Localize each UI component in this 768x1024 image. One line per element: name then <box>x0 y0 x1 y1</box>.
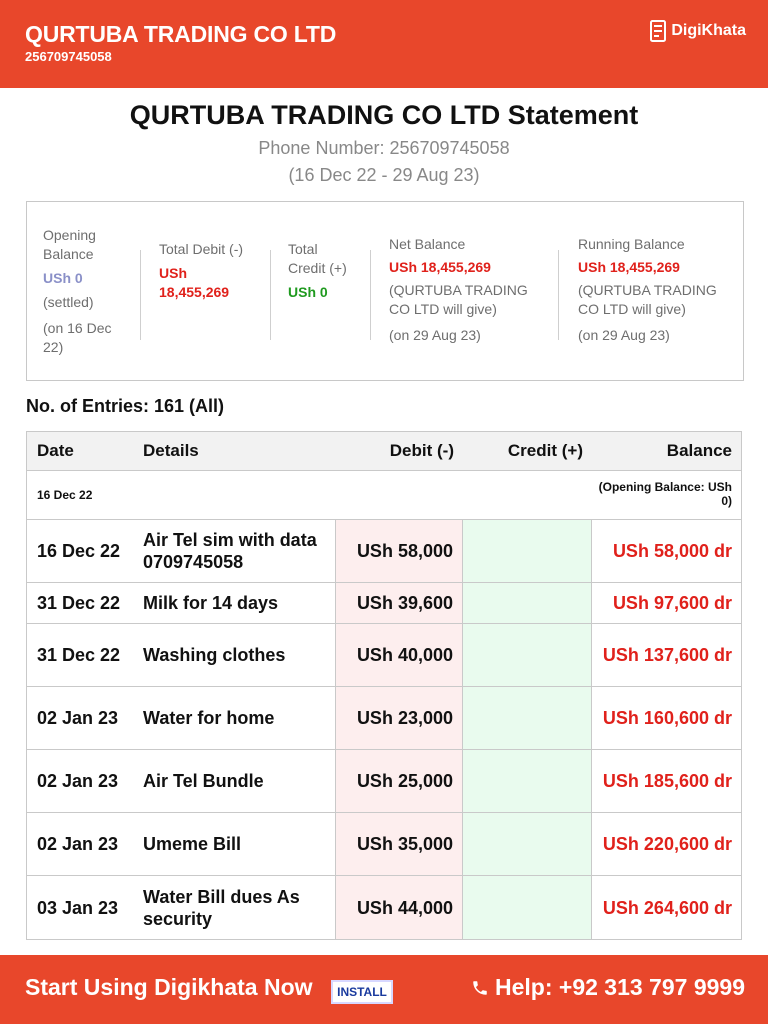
opening-balance-row <box>27 471 741 520</box>
phone-icon <box>471 979 489 997</box>
summary-divider <box>270 250 271 340</box>
top-bar <box>0 0 768 88</box>
statement-date-range: (16 Dec 22 - 29 Aug 23) <box>288 165 480 185</box>
digikhata-logo-icon <box>650 20 666 42</box>
table-row <box>27 624 741 687</box>
row-debit: USh 44,000 <box>335 876 463 939</box>
footer-cta[interactable]: Start Using Digikhata Now <box>25 974 313 1000</box>
row-date: 31 Dec 22 <box>37 645 121 665</box>
row-date: 02 Jan 23 <box>37 771 119 791</box>
header-date: Date <box>37 441 74 460</box>
opening-balance-block <box>43 226 143 357</box>
net-balance-note-2: CO LTD will give) <box>389 301 497 317</box>
opening-balance-status: (settled) <box>43 294 94 310</box>
opening-balance-label-2: Balance <box>43 246 94 262</box>
opening-row-balance-1: (Opening Balance: USh <box>598 480 732 494</box>
opening-row-date: 16 Dec 22 <box>37 488 93 502</box>
install-button[interactable]: INSTALL <box>331 980 393 1004</box>
opening-row-balance-2: 0) <box>721 494 732 508</box>
running-balance-label: Running Balance <box>578 236 685 252</box>
total-credit-block <box>288 240 368 302</box>
net-balance-block <box>389 235 549 345</box>
row-balance: USh 220,600 dr <box>602 834 732 854</box>
help-contact[interactable] <box>471 974 745 1001</box>
opening-balance-label-1: Opening <box>43 227 96 243</box>
business-phone: 256709745058 <box>25 49 112 64</box>
header-debit: Debit (-) <box>389 441 454 460</box>
total-credit-amount: USh 0 <box>288 284 328 300</box>
table-row <box>27 583 741 624</box>
row-balance: USh 58,000 dr <box>612 541 732 561</box>
row-credit <box>463 520 592 582</box>
brand[interactable] <box>650 20 746 42</box>
brand-name: DigiKhata <box>671 22 746 39</box>
row-details: Washing clothes <box>143 645 286 665</box>
row-date: 02 Jan 23 <box>37 708 119 728</box>
row-debit: USh 58,000 <box>335 520 463 582</box>
row-date: 31 Dec 22 <box>37 593 121 613</box>
row-details: Air Tel sim with data 0709745058 <box>143 530 317 572</box>
row-credit <box>463 876 592 939</box>
opening-balance-date-1: (on 16 Dec <box>43 320 112 336</box>
row-credit <box>463 583 592 623</box>
header-credit: Credit (+) <box>507 441 583 460</box>
help-text: Help: +92 313 797 9999 <box>495 974 745 1000</box>
summary-divider <box>370 250 371 340</box>
business-name: QURTUBA TRADING CO LTD <box>25 21 337 47</box>
opening-balance-date-2: 22) <box>43 339 64 355</box>
total-credit-label-1: Total <box>288 241 318 257</box>
row-debit: USh 40,000 <box>335 624 463 686</box>
row-date: 03 Jan 23 <box>37 897 119 918</box>
row-debit: USh 25,000 <box>335 750 463 812</box>
row-balance: USh 160,600 dr <box>602 708 732 728</box>
total-debit-amount-1: USh <box>159 265 187 281</box>
table-row <box>27 876 741 939</box>
running-balance-block <box>578 235 738 345</box>
row-details: Water Bill dues As security <box>143 886 300 929</box>
table-row <box>27 520 741 583</box>
opening-balance-amount: USh 0 <box>43 270 83 286</box>
total-debit-block <box>159 240 269 302</box>
net-balance-date: (on 29 Aug 23) <box>389 327 481 343</box>
row-balance: USh 264,600 dr <box>602 897 732 918</box>
row-details: Water for home <box>143 708 275 728</box>
running-balance-note-2: CO LTD will give) <box>578 301 686 317</box>
statement-phone: Phone Number: 256709745058 <box>258 138 510 158</box>
header-details: Details <box>143 441 199 460</box>
row-credit <box>463 687 592 749</box>
row-debit: USh 39,600 <box>335 583 463 623</box>
row-debit: USh 35,000 <box>335 813 463 875</box>
footer-bar <box>0 955 768 1024</box>
table-row <box>27 750 741 813</box>
row-debit: USh 23,000 <box>335 687 463 749</box>
row-details: Milk for 14 days <box>143 593 279 613</box>
row-details: Umeme Bill <box>143 834 242 854</box>
row-balance: USh 185,600 dr <box>602 771 732 791</box>
running-balance-amount: USh 18,455,269 <box>578 259 680 275</box>
net-balance-amount: USh 18,455,269 <box>389 259 491 275</box>
statement-title: QURTUBA TRADING CO LTD Statement <box>129 100 639 130</box>
running-balance-date: (on 29 Aug 23) <box>578 327 670 343</box>
total-credit-label-2: Credit (+) <box>288 260 347 276</box>
running-balance-note-1: (QURTUBA TRADING <box>578 282 717 298</box>
statement-table <box>26 431 742 940</box>
summary-box <box>26 201 744 381</box>
row-balance: USh 97,600 dr <box>612 593 732 613</box>
row-balance: USh 137,600 dr <box>602 645 732 665</box>
net-balance-note-1: (QURTUBA TRADING <box>389 282 528 298</box>
summary-divider <box>558 250 559 340</box>
table-row <box>27 687 741 750</box>
row-credit <box>463 750 592 812</box>
table-row <box>27 813 741 876</box>
header-balance: Balance <box>666 441 732 460</box>
row-details: Air Tel Bundle <box>143 771 264 791</box>
total-debit-label: Total Debit (-) <box>159 241 244 257</box>
summary-divider <box>140 250 141 340</box>
net-balance-label: Net Balance <box>389 236 466 252</box>
row-credit <box>463 624 592 686</box>
opening-row-balance <box>487 471 741 519</box>
row-credit <box>463 813 592 875</box>
table-header <box>27 432 741 471</box>
row-date: 16 Dec 22 <box>37 541 121 561</box>
row-date: 02 Jan 23 <box>37 834 119 854</box>
total-debit-amount-2: 18,455,269 <box>159 284 230 300</box>
entries-count: No. of Entries: 161 (All) <box>26 396 225 416</box>
